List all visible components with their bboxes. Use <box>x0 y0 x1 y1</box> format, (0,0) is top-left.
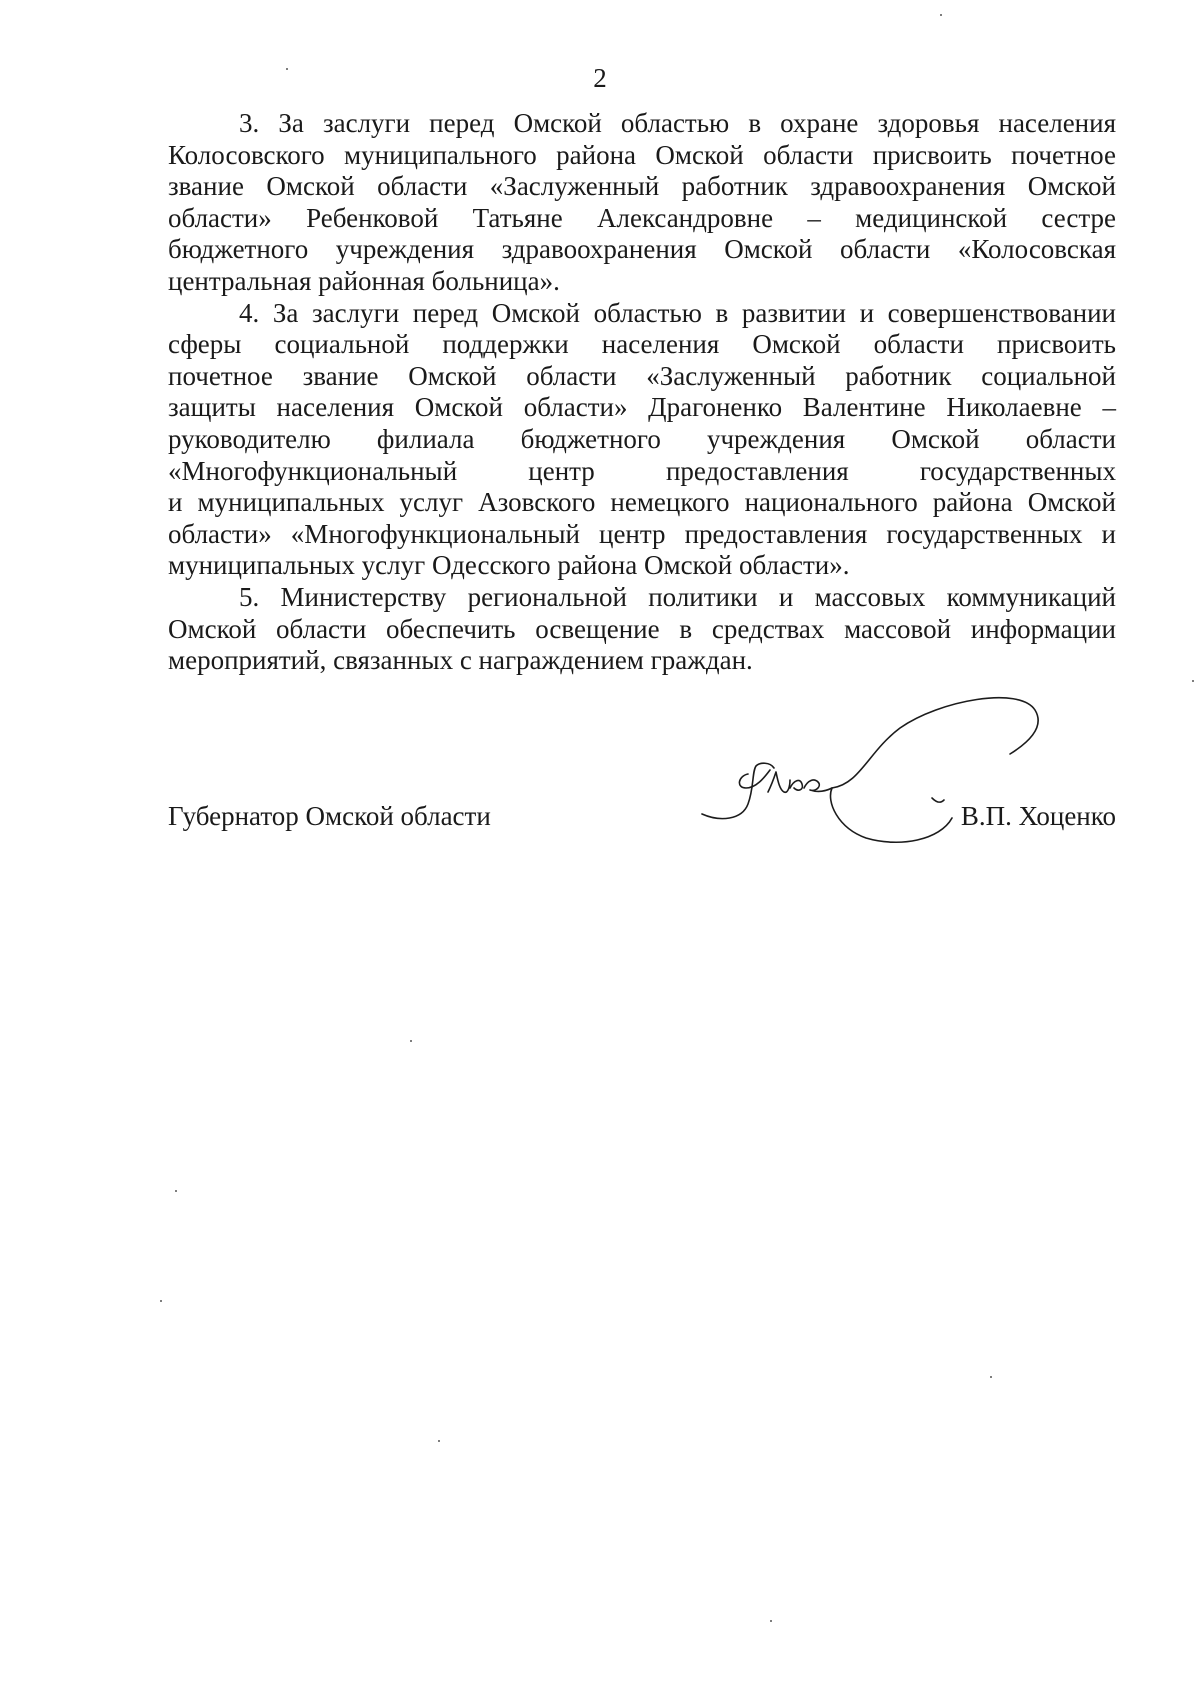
text-line: руководителю филиала бюджетного учреждения Омской области <box>168 423 1116 454</box>
signature-stroke <box>932 798 944 802</box>
signature-stroke <box>832 698 1038 788</box>
text-line: области» Ребенковой Татьяне Александровне – медицинской сестре <box>168 202 1116 233</box>
text-line: области» «Многофункциональный центр предоставления государственных и <box>168 518 1116 549</box>
text-line: 3. За заслуги перед Омской областью в охране здоровья населения <box>239 108 1116 138</box>
text-line: 4. За заслуги перед Омской областью в развитии и совершенствовании <box>239 297 1116 328</box>
scan-speck <box>990 1376 992 1378</box>
page-number: 2 <box>593 63 607 93</box>
text-line: муниципальных услуг Одесского района Омской области». <box>168 550 850 581</box>
text-line: почетное звание Омской области «Заслуженный работник социальной <box>168 360 1116 391</box>
scan-speck <box>770 1620 772 1622</box>
text-line: звание Омской области «Заслуженный работник здравоохранения Омской <box>168 171 1116 202</box>
text-line: и муниципальных услуг Азовского немецкого национального района Омской <box>168 487 1116 518</box>
text-line: Колосовского муниципального района Омской области присвоить почетное <box>168 139 1116 170</box>
paragraph-4 <box>168 298 1116 582</box>
handwritten-signature <box>690 692 1090 862</box>
text-line: центральная районная больница». <box>168 265 560 296</box>
text-line: бюджетного учреждения здравоохранения Омской области «Колосовская <box>168 234 1116 265</box>
scan-speck <box>1192 680 1194 682</box>
text-line: 5. Министерству региональной политики и массовых коммуникаций <box>239 581 1116 612</box>
signatory-name: В.П. Хоценко <box>960 801 1116 831</box>
paragraph-3 <box>168 108 1116 298</box>
text-line: сферы социальной поддержки населения Омской области присвоить <box>168 329 1116 360</box>
text-line: мероприятий, связанных с награждением граждан. <box>168 645 753 676</box>
signature-stroke <box>790 781 802 791</box>
signature-stroke <box>804 780 832 791</box>
text-line: Омской области обеспечить освещение в средствах массовой информации <box>168 613 1116 644</box>
document-body <box>168 108 1116 677</box>
scan-speck <box>160 1300 162 1302</box>
text-line: «Многофункциональный центр предоставления государственных <box>168 455 1116 486</box>
signature-stroke <box>768 772 790 792</box>
scan-speck <box>438 1440 440 1442</box>
signatory-title: Губернатор Омской области <box>168 801 491 831</box>
signature-stroke <box>830 788 952 842</box>
scan-speck <box>286 68 288 70</box>
scan-speck <box>175 1190 177 1192</box>
scan-speck <box>410 1040 412 1042</box>
paragraph-5 <box>168 582 1116 677</box>
scan-speck <box>940 14 942 16</box>
signature-stroke <box>702 763 774 818</box>
text-line: защиты населения Омской области» Драгоненко Валентине Николаевне – <box>168 392 1116 423</box>
